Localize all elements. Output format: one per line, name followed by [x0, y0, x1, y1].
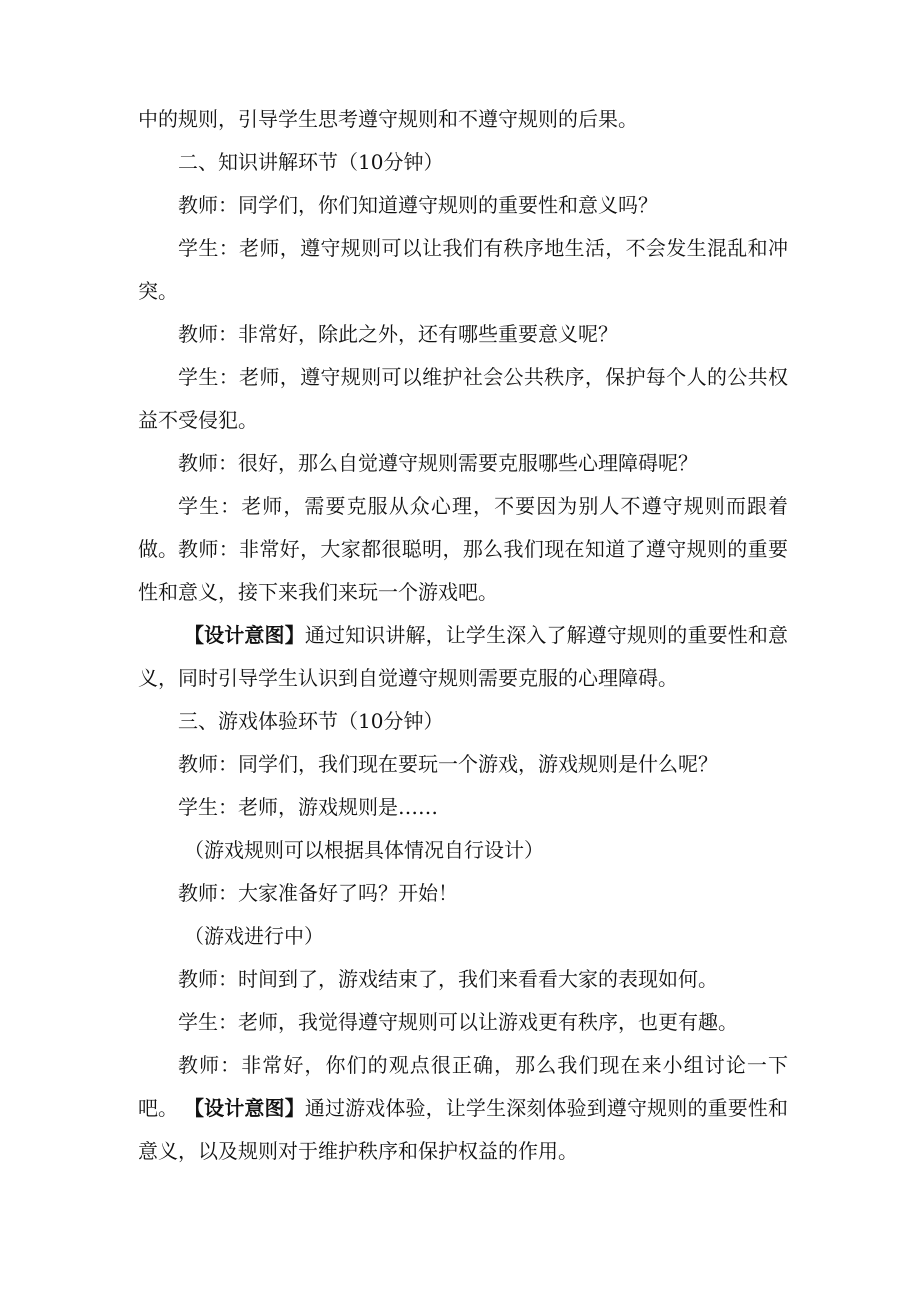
paragraph-continuation: 中的规则，引导学生思考遵守规则和不遵守规则的后果。: [138, 107, 638, 131]
dialogue-teacher: 教师：非常好，除此之外，还有哪些重要意义呢？: [178, 322, 618, 346]
dialogue-student: 学生：老师，遵守规则可以让我们有秩序地生活，不会发生混乱和冲突。: [138, 236, 788, 303]
dialogue-student: 学生：老师，遵守规则可以维护社会公共秩序，保护每个人的公共权益不受侵犯。: [138, 365, 788, 432]
dialogue-teacher: 教师：同学们，你们知道遵守规则的重要性和意义吗？: [178, 193, 658, 217]
dialogue-teacher: 教师：时间到了，游戏结束了，我们来看看大家的表现如何。: [178, 967, 718, 991]
stage-note: （游戏规则可以根据具体情况自行设计）: [184, 838, 544, 862]
design-intent-label: 【设计意图】: [184, 1096, 305, 1120]
dialogue-teacher: 教师：非常好，你们的观点很正确，那么我们现在来小组讨论一下吧。: [138, 1053, 788, 1120]
section-heading-game: 三、游戏体验环节（10分钟）: [178, 709, 444, 733]
dialogue-teacher: 教师：很好，那么自觉遵守规则需要克服哪些心理障碍呢？: [178, 451, 698, 475]
dialogue-teacher: 教师：非常好，大家都很聪明，那么我们现在知道了遵守规则的重要性和意义，接下来我们来玩一个游戏吧。: [138, 537, 788, 604]
design-intent-paragraph: [138, 614, 788, 699]
design-intent-text: 通过游戏体验，让学生深刻体验到遵守规则的重要性和意义，以及规则对于维护秩序和保护权益的作用。: [138, 1096, 789, 1163]
design-intent-paragraph: [138, 1087, 788, 1172]
dialogue-teacher: 教师：同学们，我们现在要玩一个游戏，游戏规则是什么呢？: [178, 752, 718, 776]
section-heading-knowledge: 二、知识讲解环节（10分钟）: [178, 150, 444, 174]
design-intent-text: 通过知识讲解，让学生深入了解遵守规则的重要性和意义，同时引导学生认识到自觉遵守规则需要克服的心理障碍。: [138, 623, 789, 690]
stage-note: （游戏进行中）: [184, 924, 324, 948]
dialogue-student: 学生：老师，需要克服从众心理，不要因为别人不遵守规则而跟着做。: [138, 494, 788, 561]
design-intent-label: 【设计意图】: [184, 623, 305, 647]
dialogue-student: 学生：老师，我觉得遵守规则可以让游戏更有秩序，也更有趣。: [178, 1010, 738, 1034]
dialogue-teacher: 教师：大家准备好了吗？开始！: [178, 881, 458, 905]
dialogue-student: 学生：老师，游戏规则是……: [178, 795, 438, 819]
